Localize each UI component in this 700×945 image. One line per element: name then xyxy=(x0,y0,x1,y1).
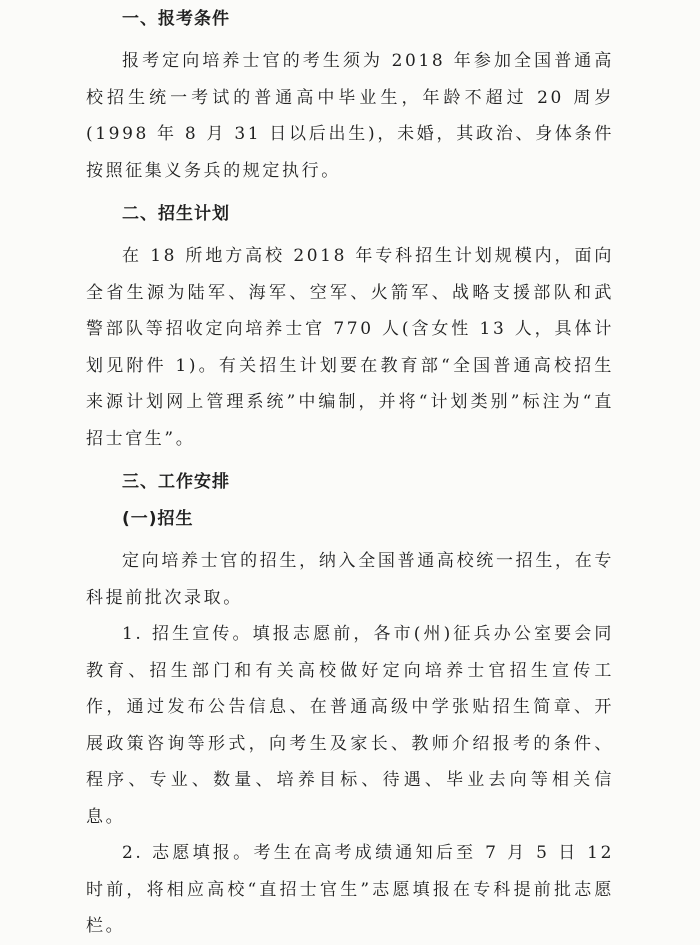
paragraph-application: 2. 志愿填报。考生在高考成绩通知后至 7 月 5 日 12 时前，将相应高校“直招士官生”志愿填报在专科提前批志愿栏。 xyxy=(86,843,614,936)
section-heading-work-arrangement: 三、工作安排 xyxy=(122,472,230,492)
paragraph-eligibility: 报考定向培养士官的考生须为 2018 年参加全国普通高校招生统一考试的普通高中毕业生，年龄不超过 20 周岁(1998 年 8 月 31 日以后出生)，未婚，其政治、身体条件按照征集义务兵的规定执行。 xyxy=(86,51,614,181)
paragraph-admission: 定向培养士官的招生，纳入全国普通高校统一招生，在专科提前批次录取。 xyxy=(86,551,614,608)
section-heading-eligibility: 一、报考条件 xyxy=(122,9,230,29)
paragraph-enrollment-plan: 在 18 所地方高校 2018 年专科招生计划规模内，面向全省生源为陆军、海军、空军、火箭军、战略支援部队和武警部队等招收定向培养士官 770 人(含女性 13 人，具体计划见附件 1)。有关招生计划要在教育部“全国普通高校招生来源计划网上管理系统”中编制，并将“计划类别”标注为“直招士官生”。 xyxy=(86,246,614,449)
subsection-heading-admission: (一)招生 xyxy=(122,509,194,529)
paragraph-publicity: 1. 招生宣传。填报志愿前，各市(州)征兵办公室要会同教育、招生部门和有关高校做好定向培养士官招生宣传工作，通过发布公告信息、在普通高级中学张贴招生简章、开展政策咨询等形式，向考生及家长、教师介绍报考的条件、程序、专业、数量、培养目标、待遇、毕业去向等相关信息。 xyxy=(86,624,614,827)
section-heading-enrollment-plan: 二、招生计划 xyxy=(122,204,230,224)
